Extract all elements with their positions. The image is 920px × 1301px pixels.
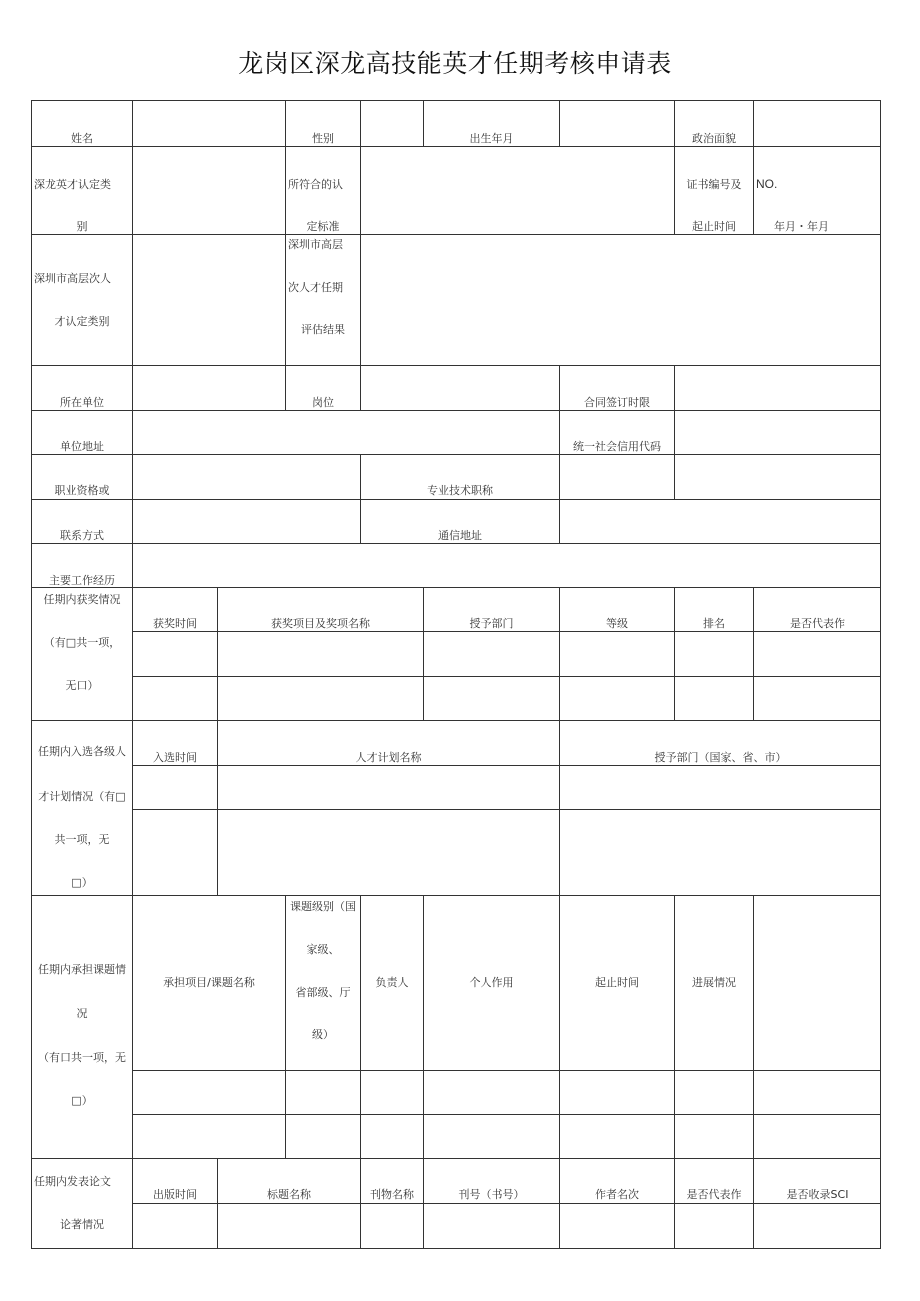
- projects-cell[interactable]: [285, 1070, 360, 1114]
- awards-header-name: [217, 587, 423, 631]
- application-form-table: [31, 100, 881, 1249]
- mail-address-label-cell: [360, 499, 559, 543]
- projects-header-period-text: 起止时间: [595, 976, 639, 989]
- projects-header-level-line4: 级）: [312, 1028, 334, 1041]
- tech-title-input-cell-a[interactable]: [559, 454, 674, 499]
- papers-cell[interactable]: [559, 1203, 674, 1249]
- papers-header-journal: [360, 1158, 423, 1203]
- standard-label-line1: 所符合的认: [288, 178, 343, 191]
- work-experience-input-cell[interactable]: [132, 543, 881, 587]
- papers-header-time-text: 出版时间: [153, 1188, 197, 1201]
- awards-header-representative-text: 是否代表作: [790, 617, 845, 630]
- cert-label-cell: [674, 146, 753, 234]
- employer-label-cell: [31, 365, 132, 410]
- awards-cell[interactable]: [674, 676, 753, 720]
- birth-input-cell[interactable]: [559, 100, 674, 146]
- cert-label-line1: 证书编号及: [686, 178, 742, 191]
- work-experience-label: 主要工作经历: [49, 574, 115, 587]
- page-title: 龙岗区深龙高技能英才任期考核申请表: [238, 49, 672, 78]
- projects-header-progress-text: 进展情况: [692, 976, 736, 989]
- political-label-cell: [674, 100, 753, 146]
- cert-input-cell[interactable]: [753, 146, 881, 234]
- awards-header-time: [132, 587, 217, 631]
- birth-label-cell: [423, 100, 559, 146]
- talent-plans-cell[interactable]: [559, 809, 881, 895]
- talent-type-label-line2: 别: [76, 220, 88, 233]
- projects-cell[interactable]: [559, 1114, 674, 1158]
- mail-address-input-cell[interactable]: [559, 499, 881, 543]
- projects-header-period: [559, 895, 674, 1070]
- awards-cell[interactable]: [559, 676, 674, 720]
- qualification-input-cell[interactable]: [132, 454, 360, 499]
- credit-code-label-cell: [559, 410, 674, 454]
- talent-plans-cell[interactable]: [559, 765, 881, 809]
- gender-label: 性别: [312, 132, 334, 145]
- papers-cell[interactable]: [674, 1203, 753, 1249]
- projects-cell[interactable]: [753, 1070, 881, 1114]
- papers-header-author-rank: [559, 1158, 674, 1203]
- projects-header-extra: [753, 895, 881, 1070]
- papers-header-journal-text: 刊物名称: [370, 1188, 414, 1201]
- high-level-type-label-line1: 深圳市高层次人: [34, 272, 111, 285]
- papers-header-representative-text: 是否代表作: [686, 1188, 742, 1201]
- papers-header-issn: [423, 1158, 559, 1203]
- standard-label-cell: [285, 146, 360, 234]
- projects-cell[interactable]: [753, 1114, 881, 1158]
- awards-label-line1: 任期内获奖情况: [43, 593, 121, 606]
- high-level-type-input-cell[interactable]: [132, 234, 285, 365]
- birth-label: 出生年月: [469, 132, 514, 145]
- awards-header-name-text: 获奖项目及奖项名称: [271, 617, 370, 630]
- talent-type-label-cell: [31, 146, 132, 234]
- contact-input-cell[interactable]: [132, 499, 360, 543]
- talent-plans-cell[interactable]: [217, 765, 559, 809]
- talent-plans-header-time: [132, 720, 217, 765]
- credit-code-input-cell[interactable]: [674, 410, 881, 454]
- papers-header-title-text: 标题名称: [267, 1188, 311, 1201]
- employer-label: 所在单位: [60, 396, 104, 409]
- projects-cell[interactable]: [132, 1114, 285, 1158]
- gender-label-cell: [285, 100, 360, 146]
- contract-label-cell: [559, 365, 674, 410]
- projects-cell[interactable]: [423, 1070, 559, 1114]
- projects-cell[interactable]: [360, 1070, 423, 1114]
- projects-header-leader: [360, 895, 423, 1070]
- awards-cell[interactable]: [674, 631, 753, 676]
- talent-plans-label-line1: 任期内入选各级人: [38, 745, 126, 758]
- contract-input-cell[interactable]: [674, 365, 881, 410]
- tech-title-input-cell-b[interactable]: [674, 454, 881, 499]
- awards-header-representative: [753, 587, 881, 631]
- awards-cell[interactable]: [423, 676, 559, 720]
- projects-header-leader-text: 负责人: [375, 976, 409, 989]
- talent-plans-cell[interactable]: [132, 809, 217, 895]
- name-input-cell[interactable]: [132, 100, 285, 146]
- awards-cell[interactable]: [132, 676, 217, 720]
- talent-plans-header-name: [217, 720, 559, 765]
- evaluation-label-line1: 深圳市高层: [288, 238, 343, 251]
- papers-cell[interactable]: [132, 1203, 217, 1249]
- awards-header-grade: [559, 587, 674, 631]
- awards-cell[interactable]: [217, 631, 423, 676]
- tech-title-label: 专业技术职称: [427, 484, 493, 497]
- awards-label-line3: 无口）: [65, 679, 99, 692]
- political-label: 政治面貌: [692, 132, 736, 145]
- talent-plans-header-dept-text: 授予部门（国家、省、市）: [654, 751, 787, 764]
- talent-plans-label-line2: 才计划情况（有□: [38, 790, 126, 803]
- awards-header-dept-text: 授予部门: [469, 617, 514, 630]
- projects-header-level: [285, 895, 360, 1070]
- projects-cell[interactable]: [132, 1070, 285, 1114]
- projects-label-line4: □）: [71, 1094, 93, 1107]
- papers-label-cell: [31, 1158, 132, 1249]
- projects-header-role: [423, 895, 559, 1070]
- standard-label-line2: 定标准: [306, 220, 340, 233]
- post-input-cell[interactable]: [360, 365, 559, 410]
- talent-plans-header-name-text: 人才计划名称: [355, 751, 422, 764]
- awards-cell[interactable]: [559, 631, 674, 676]
- contact-label: 联系方式: [60, 529, 104, 542]
- papers-header-time: [132, 1158, 217, 1203]
- awards-header-grade-text: 等级: [606, 617, 628, 630]
- employer-input-cell[interactable]: [132, 365, 285, 410]
- talent-plans-header-dept: [559, 720, 881, 765]
- evaluation-input-cell[interactable]: [360, 234, 881, 365]
- cert-label-line2: 起止时间: [692, 220, 736, 233]
- projects-header-progress: [674, 895, 753, 1070]
- projects-cell[interactable]: [674, 1070, 753, 1114]
- papers-header-author-rank-text: 作者名次: [595, 1188, 639, 1201]
- name-label: 姓名: [71, 132, 93, 145]
- talent-plans-label-cell: [31, 720, 132, 895]
- contact-label-cell: [31, 499, 132, 543]
- high-level-type-label-cell: [31, 234, 132, 365]
- talent-plans-label-line4: □）: [71, 876, 93, 889]
- talent-plans-header-time-text: 入选时间: [153, 751, 197, 764]
- awards-cell[interactable]: [753, 676, 881, 720]
- projects-header-name: [132, 895, 285, 1070]
- papers-header-issn-text: 刊号（书号）: [458, 1188, 525, 1201]
- political-input-cell[interactable]: [753, 100, 881, 146]
- papers-header-sci-text: 是否收录SCI: [786, 1188, 849, 1201]
- awards-header-rank: [674, 587, 753, 631]
- cert-no: NO.: [756, 177, 778, 191]
- tech-title-label-cell: [360, 454, 559, 499]
- mail-address-label: 通信地址: [438, 529, 482, 542]
- evaluation-label-cell: [285, 234, 360, 365]
- address-label: 单位地址: [60, 440, 104, 453]
- projects-label-line1: 任期内承担课题情: [38, 963, 126, 976]
- evaluation-label-line2: 次人才任期: [288, 281, 343, 294]
- talent-type-label-line1: 深龙英才认定类: [34, 178, 111, 191]
- talent-plans-cell[interactable]: [132, 765, 217, 809]
- talent-type-input-cell[interactable]: [132, 146, 285, 234]
- address-input-cell[interactable]: [132, 410, 559, 454]
- address-label-cell: [31, 410, 132, 454]
- name-label-cell: [31, 100, 132, 146]
- projects-cell[interactable]: [423, 1114, 559, 1158]
- papers-cell[interactable]: [753, 1203, 881, 1249]
- projects-cell[interactable]: [559, 1070, 674, 1114]
- post-label: 岗位: [312, 396, 334, 409]
- post-label-cell: [285, 365, 360, 410]
- papers-header-title: [217, 1158, 360, 1203]
- papers-header-representative: [674, 1158, 753, 1203]
- papers-cell[interactable]: [423, 1203, 559, 1249]
- standard-input-cell[interactable]: [360, 146, 674, 234]
- projects-header-name-text: 承担项目/课题名称: [163, 976, 255, 989]
- contract-label: 合同签订时限: [584, 396, 650, 409]
- papers-cell[interactable]: [360, 1203, 423, 1249]
- papers-cell[interactable]: [217, 1203, 360, 1249]
- projects-cell[interactable]: [285, 1114, 360, 1158]
- talent-plans-cell[interactable]: [217, 809, 559, 895]
- awards-cell[interactable]: [217, 676, 423, 720]
- gender-input-cell[interactable]: [360, 100, 423, 146]
- papers-header-sci: [753, 1158, 881, 1203]
- qualification-label: 职业资格或: [54, 484, 110, 497]
- awards-cell[interactable]: [423, 631, 559, 676]
- awards-cell[interactable]: [753, 631, 881, 676]
- projects-cell[interactable]: [360, 1114, 423, 1158]
- projects-label-line3: （有口共一项，无: [38, 1051, 126, 1064]
- talent-plans-label-line3: 共一项，无: [54, 833, 110, 846]
- cert-period: 年月・年月: [774, 220, 829, 233]
- qualification-label-cell: [31, 454, 132, 499]
- papers-label-line1: 任期内发表论文: [34, 1175, 111, 1188]
- awards-header-rank-text: 排名: [703, 617, 725, 630]
- credit-code-label: 统一社会信用代码: [573, 440, 661, 453]
- awards-label-line2: （有□共一项，: [43, 636, 121, 649]
- projects-header-level-line3: 省部级、厅: [295, 986, 351, 999]
- projects-label-cell: [31, 895, 132, 1158]
- projects-label-line2: 况: [76, 1007, 88, 1020]
- papers-label-line2: 论著情况: [60, 1218, 104, 1231]
- awards-cell[interactable]: [132, 631, 217, 676]
- projects-header-level-line2: 家级、: [306, 943, 340, 956]
- work-experience-label-cell: [31, 543, 132, 587]
- projects-header-level-line1: 课题级别（国: [290, 900, 356, 913]
- high-level-type-label-line2: 才认定类别: [54, 315, 110, 328]
- awards-header-time-text: 获奖时间: [153, 617, 197, 630]
- awards-header-dept: [423, 587, 559, 631]
- evaluation-label-line3: 评估结果: [301, 323, 345, 336]
- projects-cell[interactable]: [674, 1114, 753, 1158]
- projects-header-role-text: 个人作用: [469, 976, 514, 989]
- awards-label-cell: [31, 587, 132, 720]
